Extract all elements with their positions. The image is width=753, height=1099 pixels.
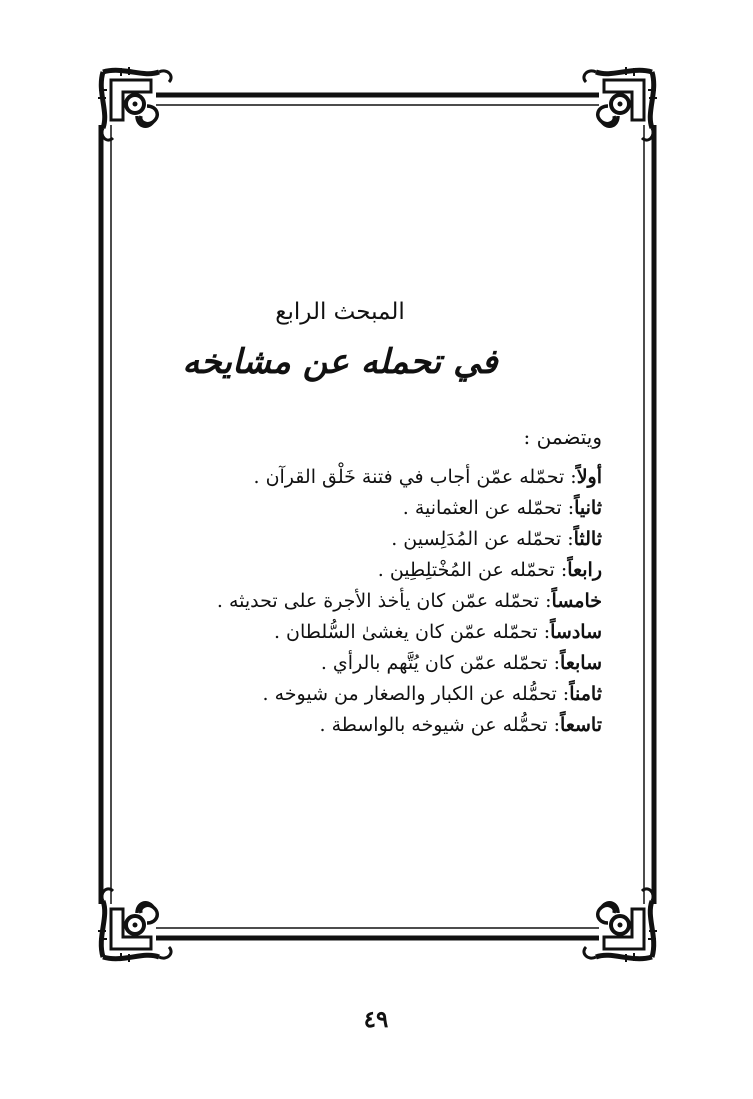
item-label: تاسعاً [560,714,602,736]
corner-ornament-top-left [96,65,171,140]
list-item: ثانياً: تحمّله عن العثمانية . [402,497,602,519]
item-text: تحمُّله عن الكبار والصغار من شيوخه . [262,683,557,705]
item-text: تحمّله عن المُدَلِسين . [391,528,562,550]
section-label: المبحث الرابع [275,299,405,325]
item-text: تحمّله عمّن كان يأخذ الأجرة على تحديثه . [216,590,540,612]
item-text: تحمّله عمّن كان يغشىٰ السُّلطان . [273,621,538,643]
list-item: رابعاً: تحمّله عن المُخْتلِطِين . [377,559,602,581]
list-item: ثالثاً: تحمّله عن المُدَلِسين . [391,528,602,550]
items-list [150,462,602,741]
item-label: ثامناً [569,683,602,705]
item-label: ثانياً [574,497,602,519]
list-item: أولاً: تحمّله عمّن أجاب في فتنة خَلْق القرآن . [253,466,602,488]
section-title: في تحمله عن مشايخه [182,342,498,382]
corner-ornament-bottom-right [584,889,659,964]
item-label: سابعاً [560,652,602,674]
intro-text: ويتضمن : [523,425,602,449]
corner-ornament-top-right [584,65,659,140]
list-item: خامساً: تحمّله عمّن كان يأخذ الأجرة على تحديثه . [216,590,602,612]
item-text: تحمّله عمّن كان يُتَّهم بالرأي . [320,652,548,674]
page-number: ٤٩ [363,1006,389,1033]
item-label: أولاً [576,466,602,488]
item-label: سادساً [550,621,602,643]
list-item: سابعاً: تحمّله عمّن كان يُتَّهم بالرأي . [320,652,602,674]
item-text: تحمّله عمّن أجاب في فتنة خَلْق القرآن . [253,466,565,488]
item-label: رابعاً [567,559,602,581]
contents-list [150,422,602,741]
item-text: تحمّله عن المُخْتلِطِين . [377,559,555,581]
corner-ornament-bottom-left [96,889,171,964]
list-item: سادساً: تحمّله عمّن كان يغشىٰ السُّلطان . [273,621,602,643]
item-label: خامساً [551,590,602,612]
item-text: تحمّله عن العثمانية . [402,497,562,519]
list-item: ثامناً: تحمُّله عن الكبار والصغار من شيوخه . [262,683,602,705]
item-label: ثالثاً [573,528,602,550]
list-item: تاسعاً: تحمُّله عن شيوخه بالواسطة . [319,714,602,736]
item-text: تحمُّله عن شيوخه بالواسطة . [319,714,548,736]
